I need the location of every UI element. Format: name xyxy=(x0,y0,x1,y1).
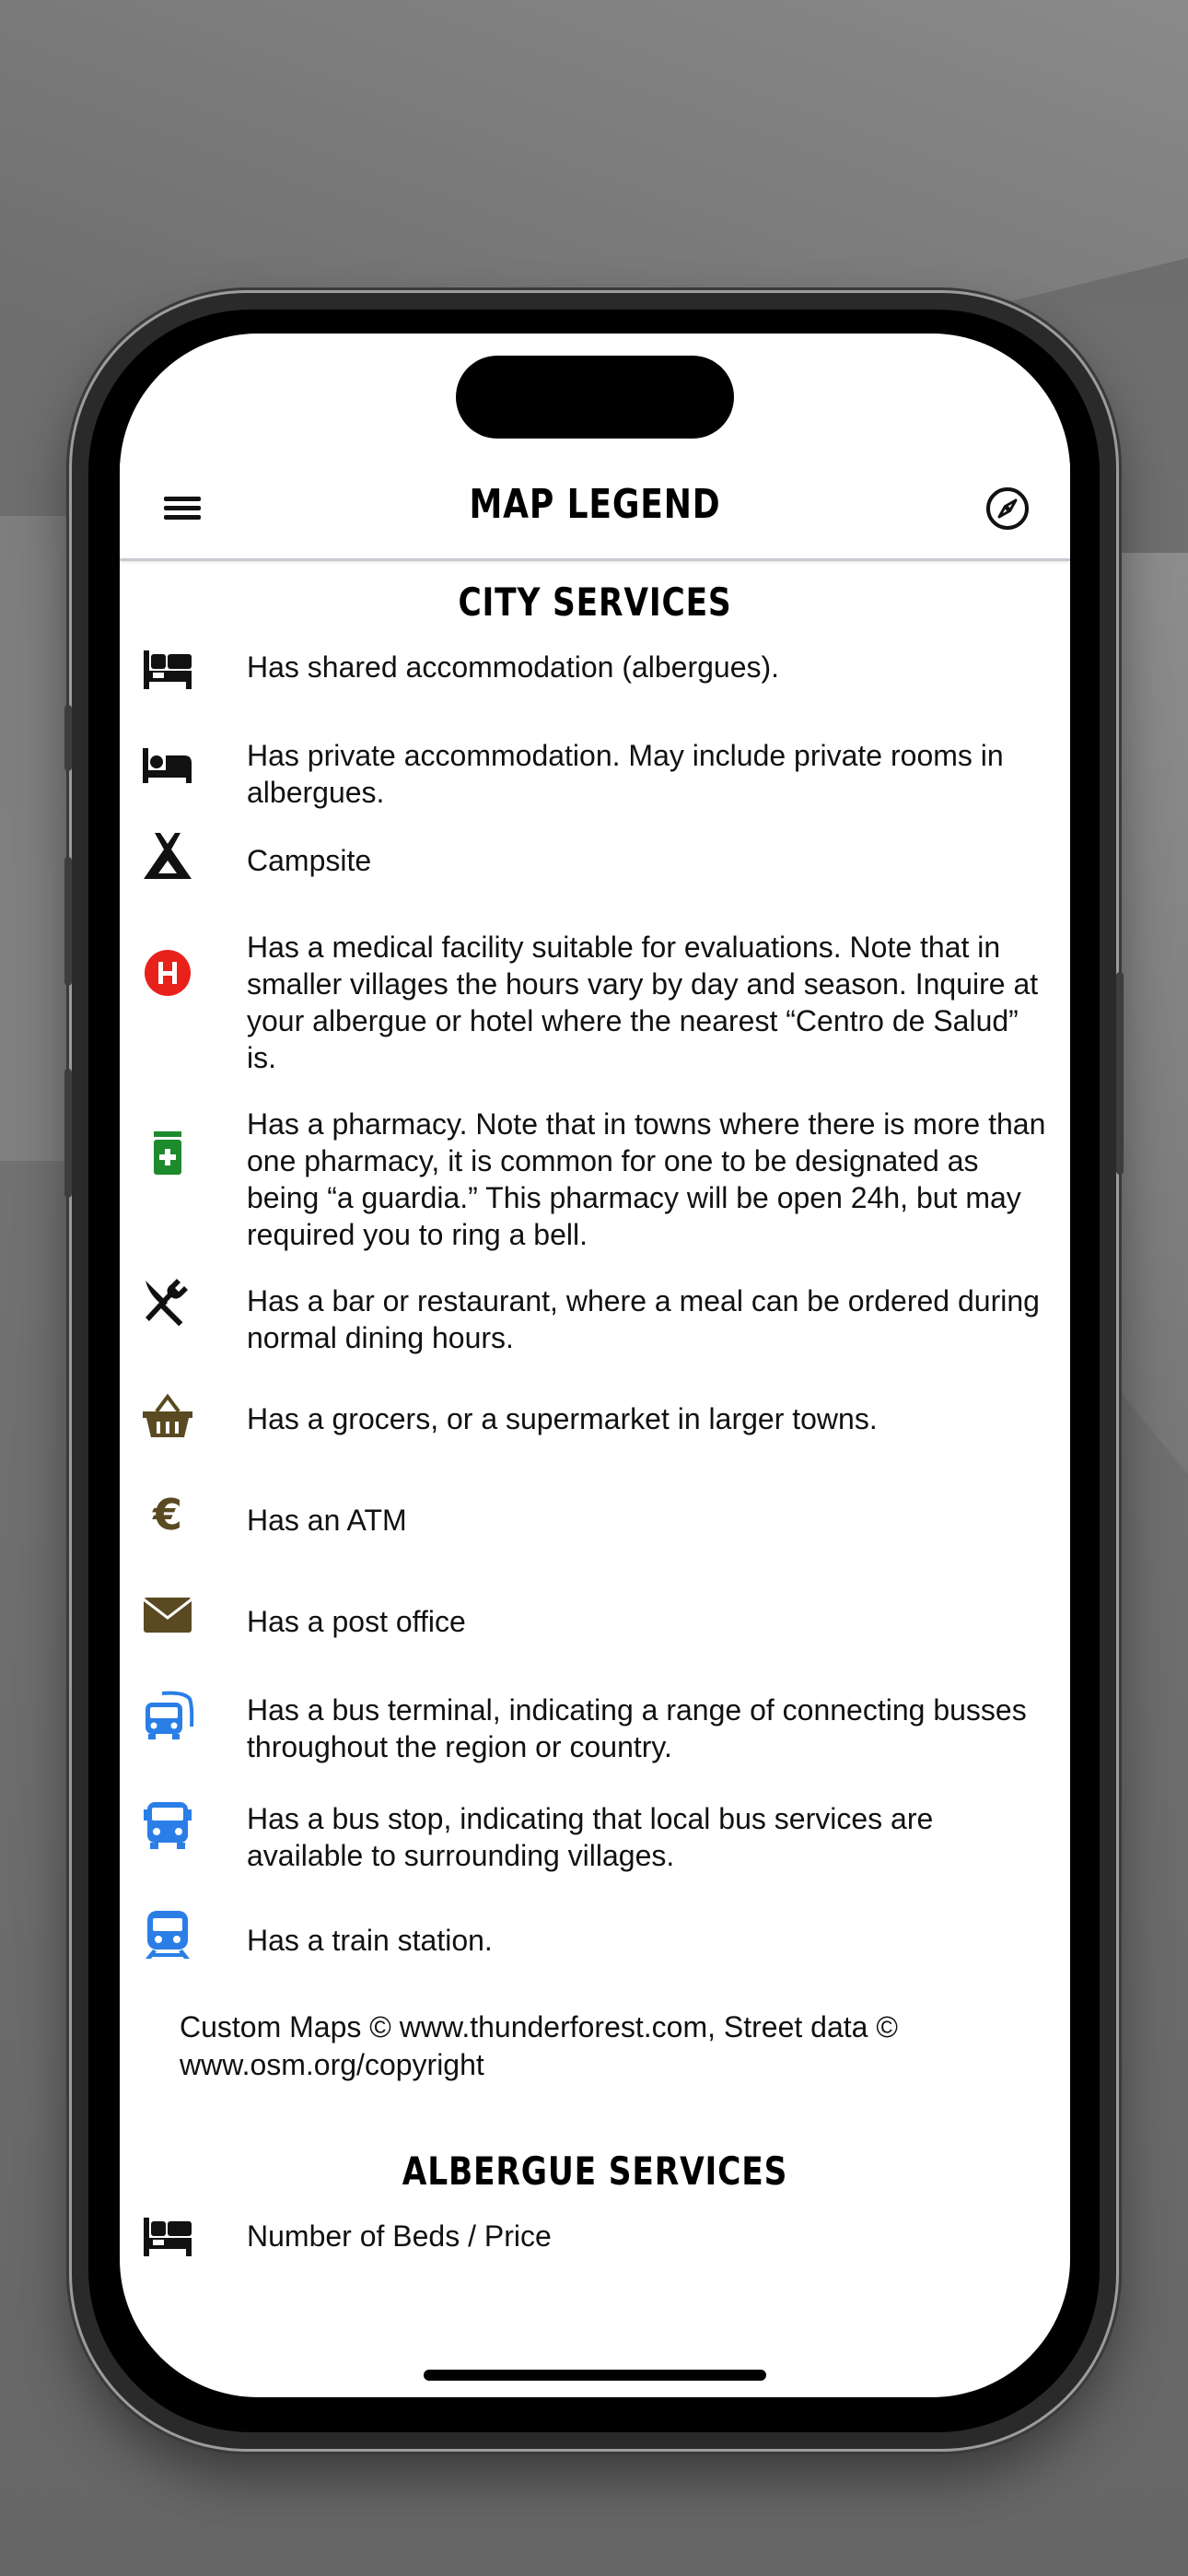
volume-up-button xyxy=(64,857,72,986)
legend-scroll-area[interactable] xyxy=(120,561,1070,2397)
compass-icon[interactable] xyxy=(984,485,1031,533)
legend-text: Has a medical facility suitable for evaluations. Note that in smaller villages the hours vary by day and season. Inquire at your albergue or hotel where the nearest “Centro de Salud” is. xyxy=(247,931,1039,1074)
legend-row-train-station xyxy=(120,1922,1070,1959)
basket-icon xyxy=(140,1389,195,1445)
legend-row-private-accommodation xyxy=(120,737,1070,811)
legend-row-restaurant xyxy=(120,1282,1070,1356)
navigation-bar xyxy=(120,463,1070,561)
legend-text: Has private accommodation. May include private rooms in albergues. xyxy=(247,739,1004,809)
bus-stop-icon xyxy=(140,1797,195,1852)
shared-bed-icon xyxy=(140,2208,195,2264)
legend-row-shared-accommodation xyxy=(120,649,1070,685)
legend-row-campsite xyxy=(120,842,1070,879)
restaurant-icon xyxy=(140,1275,195,1330)
hospital-icon xyxy=(140,945,195,1001)
legend-text: Has shared accommodation (albergues). xyxy=(247,650,780,684)
power-button xyxy=(1116,972,1124,1175)
legend-row-pharmacy xyxy=(120,1106,1070,1253)
shared-bed-icon xyxy=(140,641,195,697)
hamburger-menu-icon[interactable] xyxy=(164,492,201,529)
legend-text: Has a post office xyxy=(247,1605,466,1638)
pharmacy-icon xyxy=(140,1126,195,1181)
private-bed-icon xyxy=(140,737,195,792)
legend-text: Has a bus stop, indicating that local bus services are available to surrounding villages. xyxy=(247,1802,934,1872)
app-screen xyxy=(120,334,1070,2397)
section-title-albergue-services: ALBERGUE SERVICES xyxy=(402,2149,788,2194)
legend-text: Has an ATM xyxy=(247,1504,407,1537)
legend-row-atm xyxy=(120,1490,1070,1540)
legend-row-bus-stop xyxy=(120,1800,1070,1874)
legend-text: Campsite xyxy=(247,844,372,877)
tent-icon xyxy=(140,829,195,884)
legend-text: Number of Beds / Price xyxy=(247,2219,552,2253)
dynamic-island xyxy=(456,356,734,439)
svg-text:€: € xyxy=(152,1490,183,1540)
legend-text: Has a grocers, or a supermarket in larger towns. xyxy=(247,1402,878,1435)
page-title: MAP LEGEND xyxy=(469,481,721,528)
legend-row-bus-terminal xyxy=(120,1692,1070,1765)
section-title-city-services: CITY SERVICES xyxy=(458,580,732,625)
legend-text: Has a bus terminal, indicating a range of connecting busses throughout the region or country. xyxy=(247,1693,1027,1763)
legend-row-grocers xyxy=(120,1400,1070,1437)
legend-row-beds-price xyxy=(120,2218,1070,2254)
bus-terminal-icon xyxy=(140,1688,195,1743)
train-icon xyxy=(140,1907,195,1962)
legend-text: Has a bar or restaurant, where a meal can be ordered during normal dining hours. xyxy=(247,1284,1040,1354)
home-indicator[interactable] xyxy=(424,2370,766,2381)
legend-text: Has a pharmacy. Note that in towns where there is more than one pharmacy, it is common for one to be designated as being “a guardia.” This pharmacy will be open 24h, but may required you to ring a bell. xyxy=(247,1107,1046,1251)
legend-row-medical xyxy=(120,929,1070,1076)
mute-switch xyxy=(64,705,72,771)
euro-icon xyxy=(140,1487,195,1542)
map-credit-text: Custom Maps © www.thunderforest.com, Street data © www.osm.org/copyright xyxy=(180,2010,898,2081)
legend-row-post-office xyxy=(120,1603,1070,1640)
volume-down-button xyxy=(64,1069,72,1198)
legend-text: Has a train station. xyxy=(247,1924,493,1957)
envelope-icon xyxy=(140,1588,195,1644)
